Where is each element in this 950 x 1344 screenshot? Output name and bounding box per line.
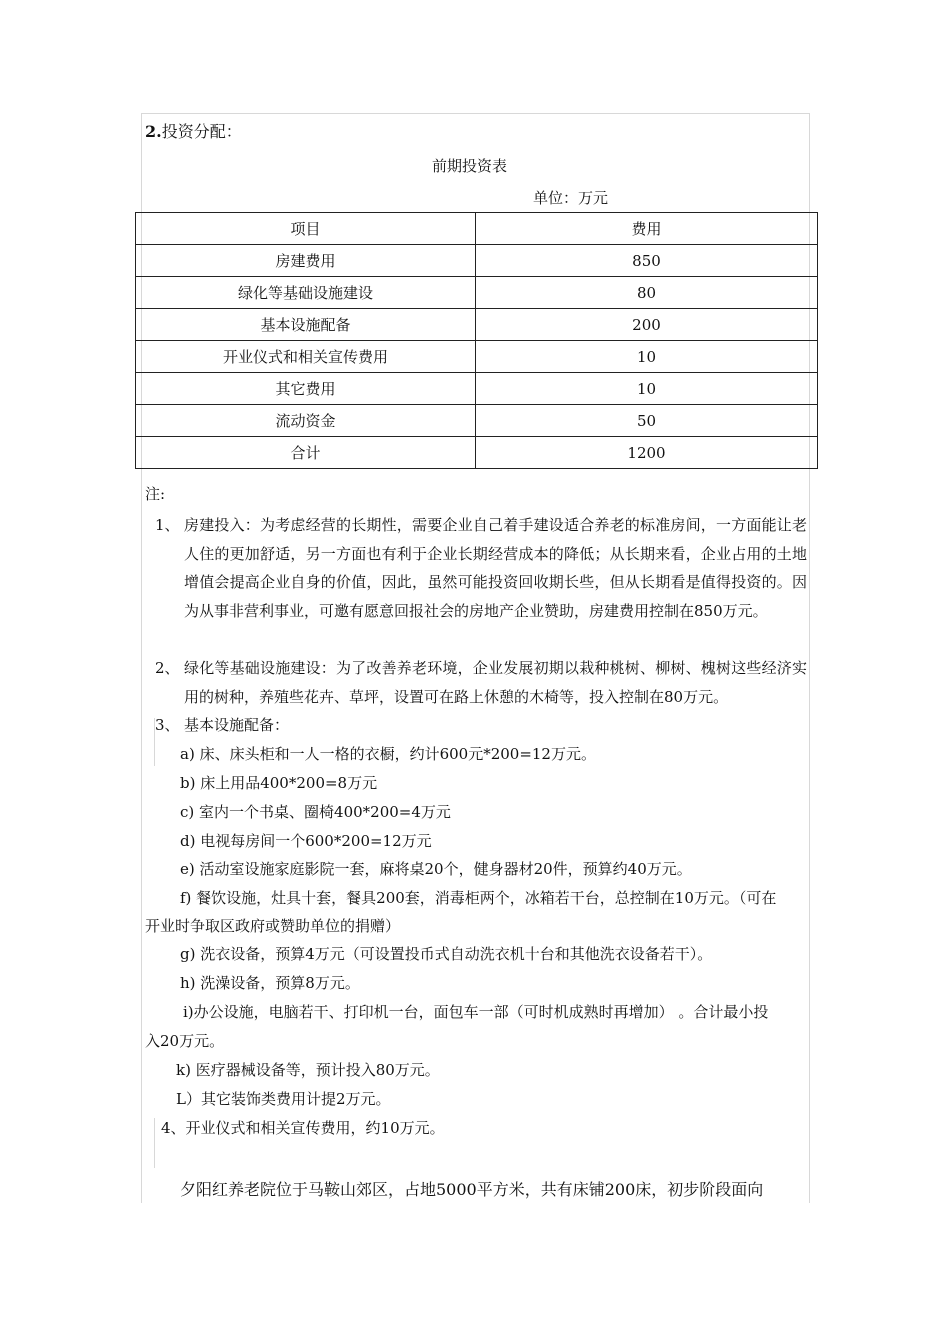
table-cell-item: 其它费用 (136, 373, 476, 405)
table-cell-total-label: 合计 (136, 437, 476, 469)
investment-table (135, 212, 818, 469)
table-row (136, 405, 818, 437)
table-row (136, 245, 818, 277)
column-header-cost: 费用 (476, 213, 818, 245)
note-3-item-a: a) 床、床头柜和一人一格的衣橱，约计600元*200=12万元。 (180, 745, 596, 763)
table-row (136, 373, 818, 405)
note-3-item-d: d) 电视每房间一个600*200=12万元 (180, 832, 432, 850)
note-3-item-l: L）其它装饰类费用计提2万元。 (176, 1090, 391, 1108)
table-cell-cost: 10 (476, 373, 818, 405)
note-4-text: 4、开业仪式和相关宣传费用，约10万元。 (161, 1119, 445, 1137)
note-3-item-b: b) 床上用品400*200=8万元 (180, 774, 378, 792)
table-cell-item: 开业仪式和相关宣传费用 (136, 341, 476, 373)
table-header-row (136, 213, 818, 245)
table-row (136, 309, 818, 341)
note-3-item-i-cont: 入20万元。 (145, 1032, 225, 1050)
column-header-item: 项目 (136, 213, 476, 245)
table-cell-item: 流动资金 (136, 405, 476, 437)
note-3-item-h: h) 洗澡设备，预算8万元。 (180, 974, 360, 992)
note-2-number: 2、 (155, 659, 180, 677)
table-cell-item: 房建费用 (136, 245, 476, 277)
note-3-title: 基本设施配备： (184, 716, 290, 734)
note-2-text: 绿化等基础设施建设：为了改善养老环境，企业发展初期以栽种桃树、柳树、槐树这些经济实用的树种，养殖些花卉、草坪，设置可在路上休憩的木椅等，投入控制在80万元。 (184, 659, 807, 706)
section-number: 2. (145, 122, 162, 141)
note-3-item-i: i)办公设施，电脑若干、打印机一台，面包车一部（可时机成熟时再增加） 。合计最小投 (183, 1003, 769, 1021)
note-3-item-f: f) 餐饮设施，灶具十套，餐具200套，消毒柜两个，冰箱若干台，总控制在10万元。（可在 (180, 889, 777, 907)
table-cell-item: 基本设施配备 (136, 309, 476, 341)
note-3-item-k: k) 医疗器械设备等，预计投入80万元。 (176, 1061, 440, 1079)
table-title: 前期投资表 (432, 157, 508, 175)
note-1-text: 房建投入：为考虑经营的长期性，需要企业自己着手建设适合养老的标准房间，一方面能让老人住的更加舒适，另一方面也有利于企业长期经营成本的降低；从长期来看，企业占用的土地增值会提高企业自身的价值，因此，虽然可能投资回收期长些，但从长期看是值得投资的。因为从事非营利事业，可邀有愿意回报社会的房地产企业赞助，房建费用控制在850万元。 (184, 516, 807, 620)
table-cell-cost: 80 (476, 277, 818, 309)
table-row (136, 341, 818, 373)
table-cell-total-value: 1200 (476, 437, 818, 469)
closing-paragraph: 夕阳红养老院位于马鞍山郊区，占地5000平方米，共有床铺200床，初步阶段面向 (180, 1180, 764, 1199)
table-unit: 单位：万元 (533, 189, 609, 207)
section-title: 投资分配： (161, 122, 242, 141)
notes-label: 注: (145, 485, 166, 503)
page-frame-top (141, 113, 810, 114)
table-total-row (136, 437, 818, 469)
table-cell-cost: 200 (476, 309, 818, 341)
table-cell-cost: 850 (476, 245, 818, 277)
table-cell-cost: 10 (476, 341, 818, 373)
note-3-item-c: c) 室内一个书桌、圈椅400*200=4万元 (180, 803, 451, 821)
table-cell-cost: 50 (476, 405, 818, 437)
section-heading (145, 122, 242, 142)
frame-notch (154, 1118, 155, 1168)
note-3-item-g: g) 洗衣设备，预算4万元（可设置投币式自动洗衣机十台和其他洗衣设备若干）。 (180, 945, 713, 963)
note-1-number: 1、 (155, 516, 180, 534)
table-cell-item: 绿化等基础设施建设 (136, 277, 476, 309)
table-row (136, 277, 818, 309)
note-3-number: 3、 (155, 716, 180, 734)
note-3-item-e: e) 活动室设施家庭影院一套，麻将桌20个，健身器材20件，预算约40万元。 (180, 860, 692, 878)
note-3-item-f-cont: 开业时争取区政府或赞助单位的捐赠） (145, 917, 401, 935)
